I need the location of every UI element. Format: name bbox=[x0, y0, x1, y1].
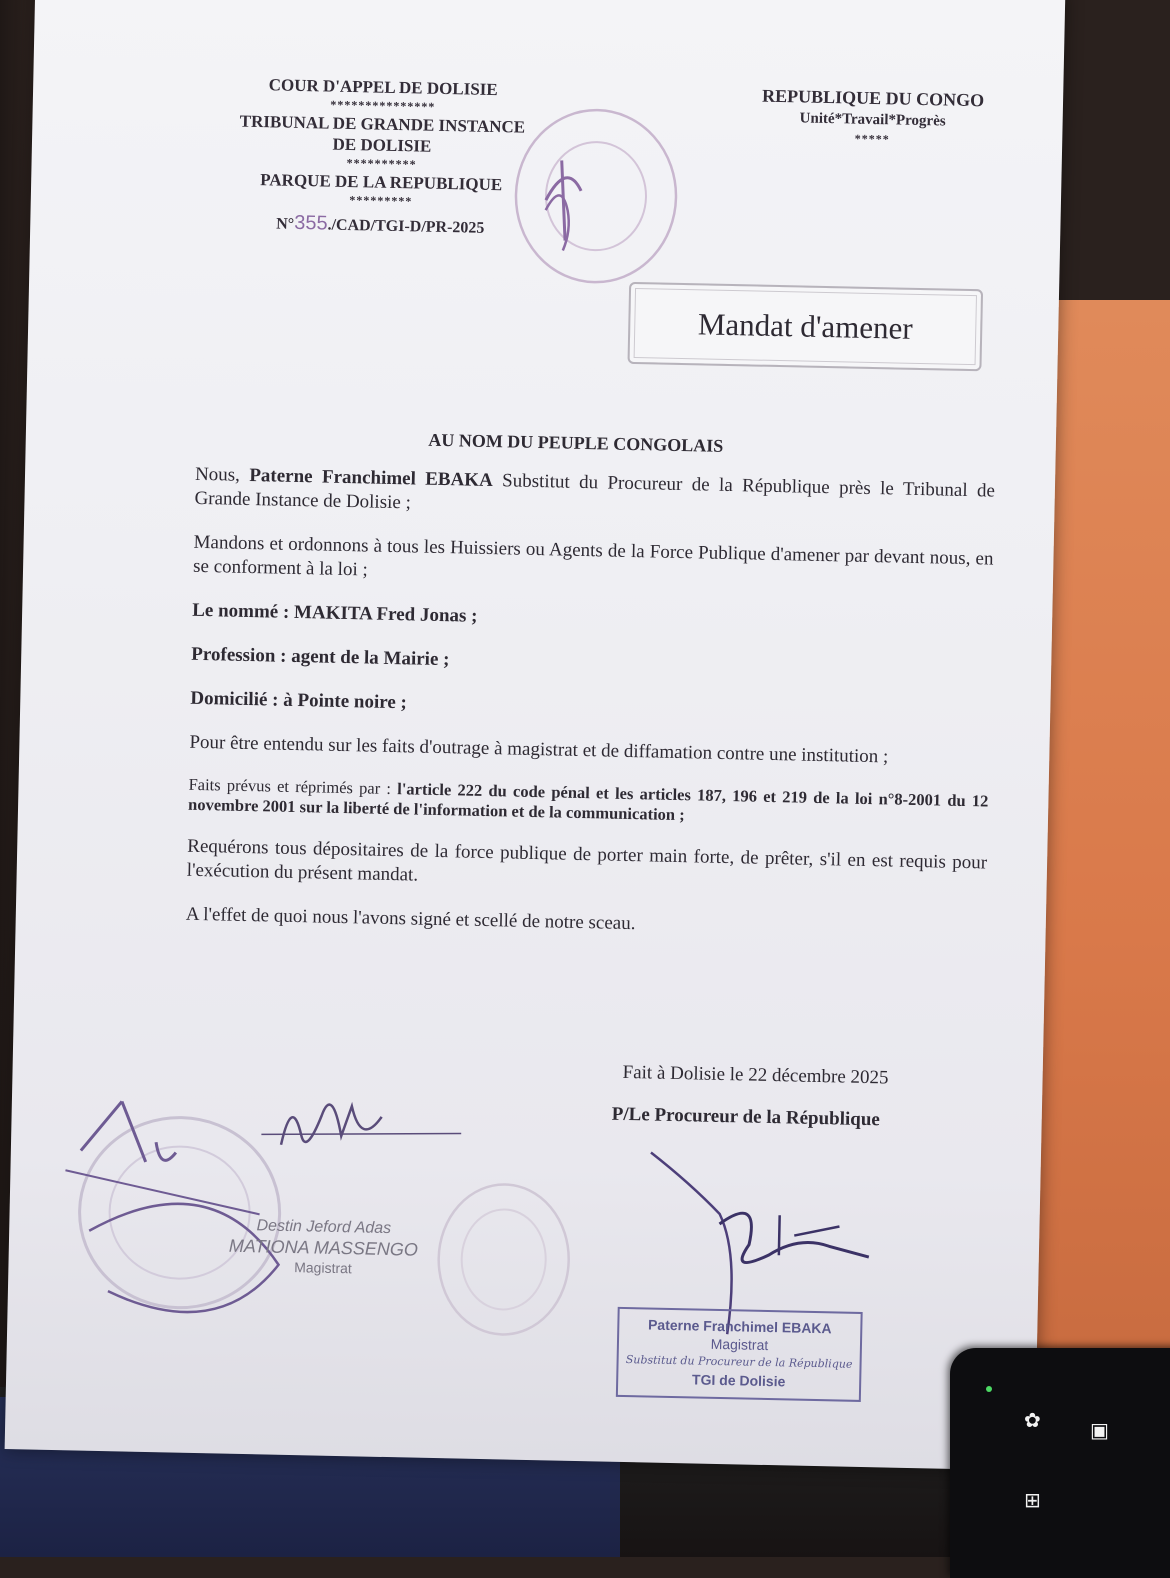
field-label: Le nommé bbox=[192, 599, 279, 623]
text: Substitut du Procureur de la République près le Tribunal de Grande Instance de Dolisie ; bbox=[194, 470, 996, 514]
tribunal-name: TRIBUNAL DE GRANDE INSTANCE bbox=[239, 111, 526, 137]
court-name: COUR D'APPEL DE DOLISIE bbox=[268, 75, 498, 100]
stamp-title: Magistrat bbox=[710, 1335, 769, 1354]
paragraph-legal-basis bbox=[188, 775, 989, 832]
place-date: Fait à Dolisie le 22 décembre 2025 bbox=[622, 1061, 889, 1089]
separator-stars: ********** bbox=[346, 155, 417, 172]
center-seal-icon bbox=[427, 1173, 581, 1346]
field-value: : à Pointe noire ; bbox=[271, 689, 408, 714]
document-subtitle: AU NOM DU PEUPLE CONGOLAIS bbox=[428, 429, 724, 456]
phone-device bbox=[950, 1348, 1170, 1578]
document-title: Mandat d'amener bbox=[697, 306, 914, 346]
number-suffix: ./CAD/TGI-D/PR-2025 bbox=[327, 216, 485, 237]
stamp-court: TGI de Dolisie bbox=[691, 1371, 786, 1390]
phone-app-icon: ✿ bbox=[1024, 1408, 1041, 1432]
tribunal-city: DE DOLISIE bbox=[332, 134, 432, 156]
field-value: : MAKITA Fred Jonas ; bbox=[282, 601, 478, 627]
country-name: REPUBLIQUE DU CONGO bbox=[761, 85, 985, 111]
document-title-frame bbox=[627, 282, 983, 371]
paragraph-order: Mandons et ordonnons à tous les Huissiers ou Agents de la Force Publique d'amener par devant nous, en se conforment à la loi ; bbox=[192, 531, 994, 581]
signature-block-right bbox=[566, 1061, 973, 1409]
paragraph-requisition: Requérons tous dépositaires de la force publique de porter main forte, de prêter, s'il en est requis pour l'exécution du présent mandat. bbox=[186, 835, 988, 886]
signature-block-left bbox=[97, 1101, 482, 1349]
paragraph-reason: Pour être entendu sur les faits d'outrage à magistrat et de diffamation contre une institution ; bbox=[189, 731, 889, 768]
number-handwritten: 355 bbox=[293, 211, 328, 235]
magistrate-name-line1: Destin Jeford Adas bbox=[256, 1217, 392, 1238]
national-motto: Unité*Travail*Progrès bbox=[799, 110, 946, 130]
legal-articles: l'article 222 du code pénal et les articles 187, 196 et 219 de la loi n°8-2001 du 12 novembre 2001 sur la liberté de l'information et de la communication ; bbox=[187, 779, 989, 825]
field-label: Profession bbox=[191, 643, 276, 667]
field-name bbox=[192, 599, 992, 640]
field-value: : agent de la Mairie ; bbox=[279, 645, 450, 671]
stamp-name: Paterne Franchimel EBAKA bbox=[647, 1316, 832, 1337]
field-label: Domicilié bbox=[190, 687, 268, 711]
field-domicile bbox=[190, 687, 990, 728]
phone-led-icon bbox=[986, 1386, 992, 1392]
document-sheet bbox=[5, 0, 1066, 1471]
magistrate-name-line2: MATIONA MASSENGO bbox=[228, 1235, 419, 1260]
phone-grid-icon: ⊞ bbox=[1024, 1488, 1041, 1512]
magistrate-title: Magistrat bbox=[294, 1259, 352, 1277]
separator-stars: ***** bbox=[854, 131, 890, 147]
document-body bbox=[185, 463, 995, 964]
separator-stars: ********* bbox=[349, 192, 413, 209]
signatory-role: P/Le Procureur de la République bbox=[611, 1103, 881, 1131]
header-right bbox=[722, 84, 1023, 150]
paragraph-issuer bbox=[194, 463, 995, 528]
field-profession bbox=[191, 643, 991, 684]
magistrate-stamp-left bbox=[228, 1216, 418, 1280]
phone-square-icon: ▣ bbox=[1090, 1418, 1109, 1442]
handwritten-signature-icon bbox=[261, 1074, 463, 1168]
text: Nous, bbox=[194, 463, 250, 486]
parquet-name: PARQUE DE LA REPUBLIQUE bbox=[260, 170, 503, 195]
separator-stars: *************** bbox=[330, 97, 436, 114]
stamp-role: Substitut du Procureur de la République bbox=[625, 1353, 853, 1371]
issuer-name: Paterne Franchimel EBAKA bbox=[249, 464, 494, 492]
paragraph-closing: A l'effet de quoi nous l'avons signé et scellé de notre sceau. bbox=[185, 903, 636, 935]
number-prefix: N° bbox=[276, 215, 295, 233]
prosecutor-stamp bbox=[616, 1307, 863, 1402]
court-seal-icon bbox=[504, 99, 688, 293]
text: Faits prévus et réprimés par : bbox=[188, 774, 398, 799]
